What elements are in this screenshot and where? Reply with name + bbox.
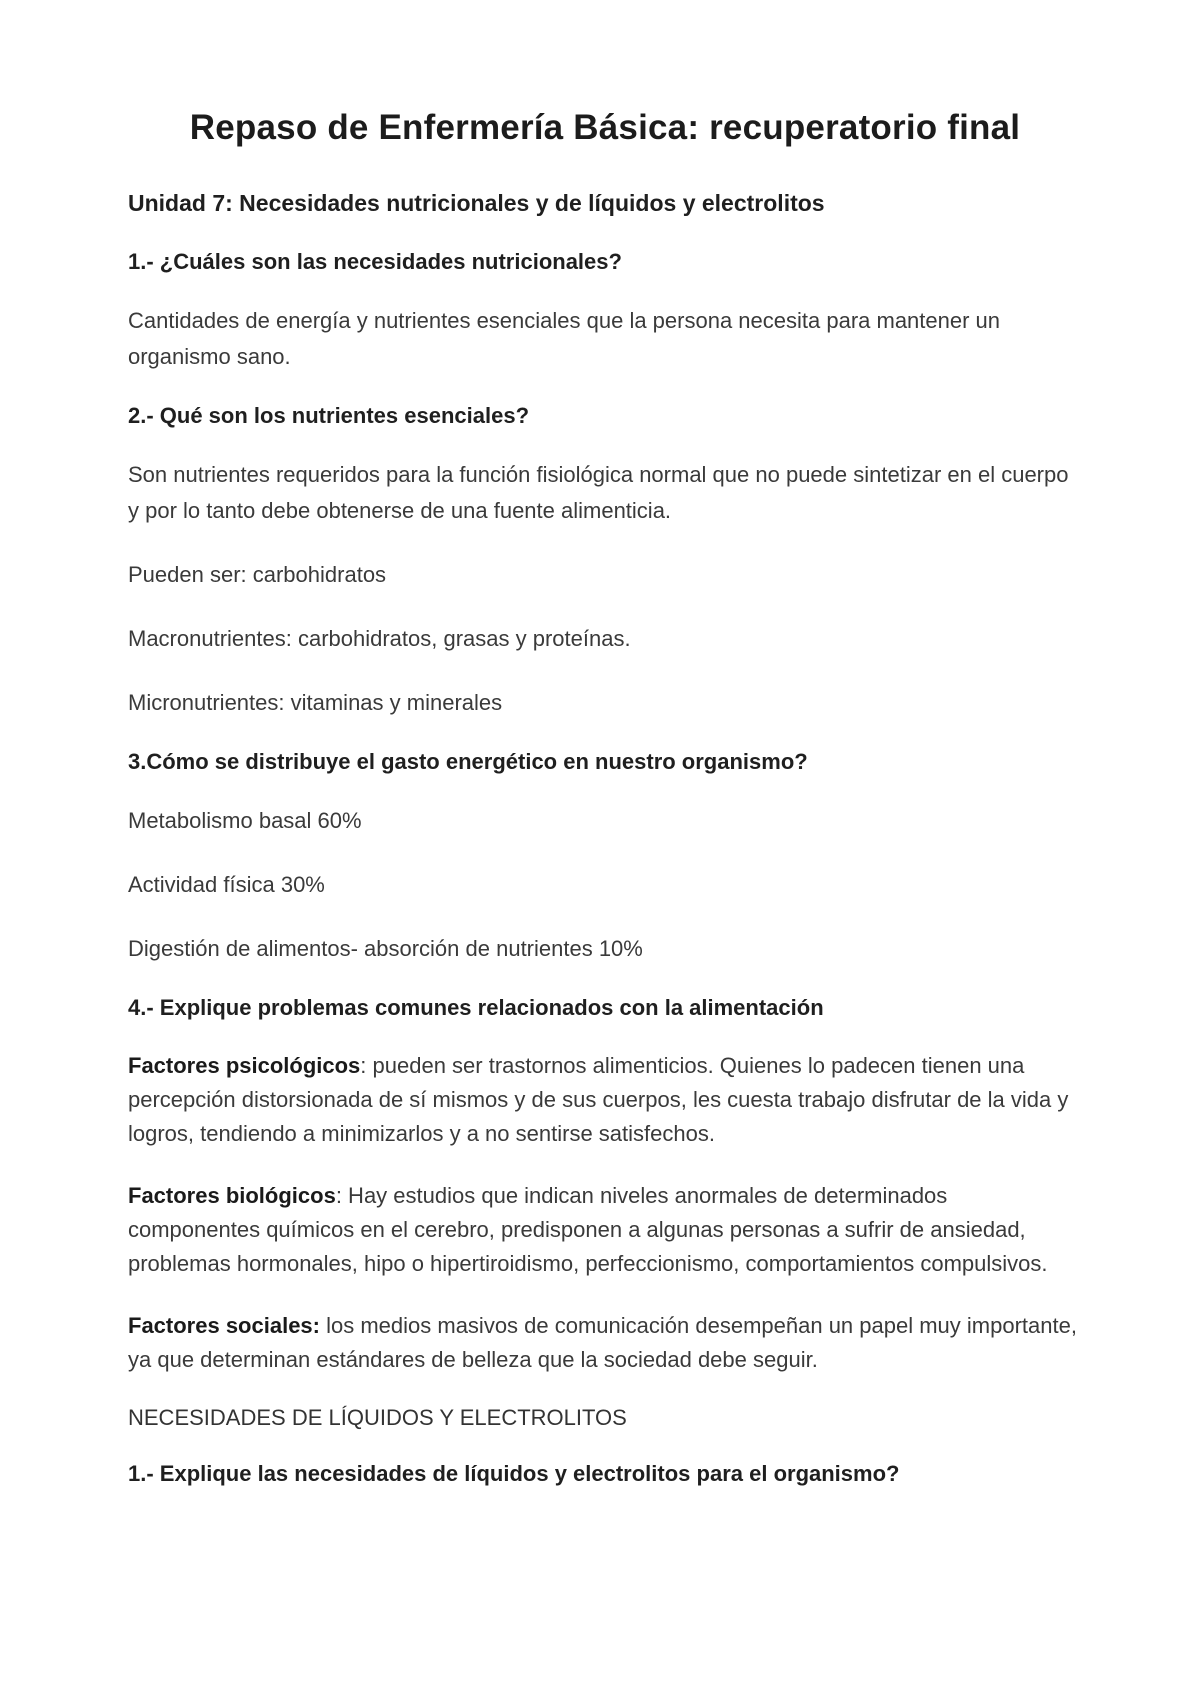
- unit-heading: Unidad 7: Necesidades nutricionales y de líquidos y electrolitos: [128, 190, 825, 216]
- answer-2-line-3: Micronutrientes: vitaminas y minerales: [128, 690, 503, 715]
- psych-factors-text: : pueden ser trastornos alimenticios. Quienes lo padecen tienen una percepción distorsionada de sí mismos y de sus cuerpos, les cuesta trabajo disfrutar de la vida y logros, tendiendo a minimizarlos y a no sentirse satisfechos.: [128, 1053, 1069, 1146]
- bio-factors-text: : Hay estudios que indican niveles anormales de determinados componentes químicos en el cerebro, predisponen a algunas personas a sufrir de ansiedad, problemas hormonales, hipo o hipertiroidismo, perfeccionismo, comportamientos compulsivos.: [128, 1183, 1048, 1276]
- answer-2: Son nutrientes requeridos para la función fisiológica normal que no puede sintetizar en el cuerpo y por lo tanto debe obtenerse de una fuente alimenticia.: [128, 462, 1069, 523]
- bio-factors-label: Factores biológicos: [128, 1183, 336, 1208]
- energy-item-2: Actividad física 30%: [128, 872, 325, 897]
- psych-factors-label: Factores psicológicos: [128, 1053, 361, 1078]
- social-factors-label: Factores sociales:: [128, 1313, 320, 1338]
- energy-item-3: Digestión de alimentos- absorción de nutrientes 10%: [128, 936, 643, 961]
- question-2: 2.- Qué son los nutrientes esenciales?: [128, 403, 530, 428]
- question-4: 4.- Explique problemas comunes relacionados con la alimentación: [128, 995, 824, 1020]
- energy-item-1: Metabolismo basal 60%: [128, 808, 362, 833]
- section-2-title: NECESIDADES DE LÍQUIDOS Y ELECTROLITOS: [128, 1405, 627, 1430]
- section-2-question-1: 1.- Explique las necesidades de líquidos y electrolitos para el organismo?: [128, 1461, 900, 1486]
- document-title: Repaso de Enfermería Básica: recuperatorio final: [189, 108, 1021, 147]
- bio-factors-paragraph: [128, 1179, 1082, 1281]
- social-factors-paragraph: [128, 1309, 1082, 1377]
- answer-2-line-1: Pueden ser: carbohidratos: [128, 562, 387, 587]
- answer-1: Cantidades de energía y nutrientes esenciales que la persona necesita para mantener un organismo sano.: [128, 308, 1001, 369]
- question-3: 3.Cómo se distribuye el gasto energético en nuestro organismo?: [128, 749, 808, 774]
- answer-2-line-2: Macronutrientes: carbohidratos, grasas y proteínas.: [128, 626, 631, 651]
- question-1: 1.- ¿Cuáles son las necesidades nutricionales?: [128, 249, 622, 274]
- psych-factors-paragraph: [128, 1049, 1082, 1151]
- social-factors-text: los medios masivos de comunicación desempeñan un papel muy importante, ya que determinan estándares de belleza que la sociedad debe seguir.: [128, 1313, 1077, 1372]
